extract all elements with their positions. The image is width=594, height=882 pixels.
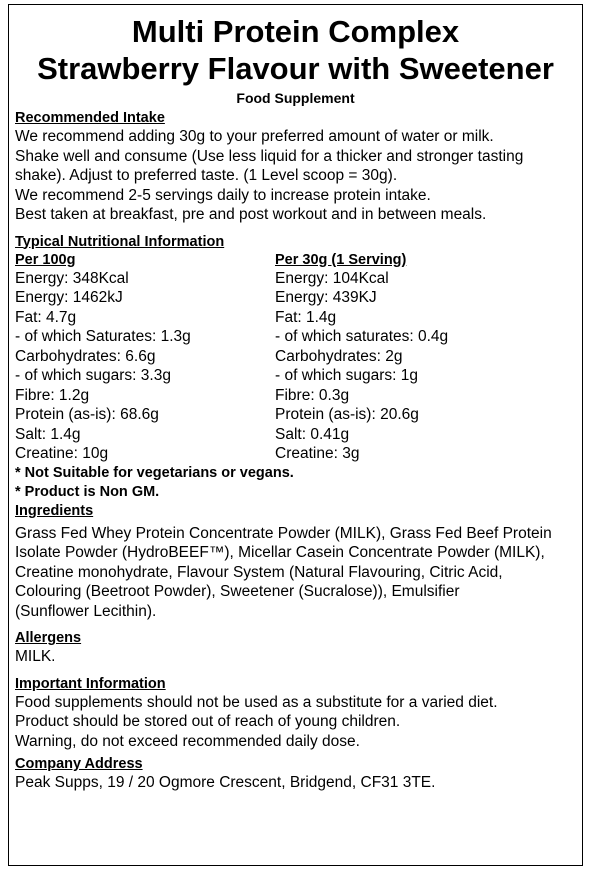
important-info-heading: Important Information xyxy=(15,675,166,692)
supplement-label xyxy=(8,4,583,866)
nutrition-row: Salt: 0.41g xyxy=(275,425,350,443)
intake-line: We recommend 2-5 servings daily to increase protein intake. xyxy=(15,186,431,204)
ingredients-heading: Ingredients xyxy=(15,502,94,519)
product-subtitle: Food Supplement xyxy=(236,90,355,106)
recommended-intake-heading: Recommended Intake xyxy=(15,110,165,126)
nutrition-row: Energy: 439KJ xyxy=(275,289,377,306)
intake-line: Shake well and consume (Use less liquid for a thicker and stronger tasting xyxy=(15,147,524,165)
ingredients-line: Isolate Powder (HydroBEEF™), Micellar Casein Concentrate Powder (MILK), xyxy=(15,544,545,561)
nutrition-row: Fat: 1.4g xyxy=(275,308,337,326)
nutrition-row: Creatine: 3g xyxy=(275,445,360,462)
ingredients-line: (Sunflower Lecithin). xyxy=(15,602,157,620)
nutrition-column-per-serving xyxy=(275,251,535,464)
ingredients-line: Colouring (Beetroot Powder), Sweetener (Sucralose)), Emulsifier xyxy=(15,583,460,600)
important-info-line: Warning, do not exceed recommended daily dose. xyxy=(15,732,360,750)
ingredients-line: Grass Fed Whey Protein Concentrate Powder (MILK), Grass Fed Beef Protein xyxy=(15,524,552,542)
product-title-line1: Multi Protein Complex xyxy=(131,14,460,49)
nutrition-row: Fat: 4.7g xyxy=(15,308,77,326)
nutrition-row: Protein (as-is): 20.6g xyxy=(275,406,419,423)
nutrition-row: Fibre: 1.2g xyxy=(15,386,90,404)
nutrition-row: Energy: 104Kcal xyxy=(275,269,389,287)
label-content xyxy=(9,107,582,793)
nutrition-table xyxy=(15,251,578,464)
nutrition-row: Protein (as-is): 68.6g xyxy=(15,406,159,423)
product-title-line2: Strawberry Flavour with Sweetener xyxy=(37,51,554,86)
nutrition-row: Fibre: 0.3g xyxy=(275,386,350,404)
important-info-line: Product should be stored out of reach of young children. xyxy=(15,713,401,730)
vegetarian-note: * Not Suitable for vegetarians or vegans. xyxy=(15,464,294,481)
nutrition-row: Carbohydrates: 2g xyxy=(275,347,403,365)
per-serving-header: Per 30g (1 Serving) xyxy=(275,251,407,268)
per-100g-header: Per 100g xyxy=(15,251,76,268)
nutrition-row: Energy: 348Kcal xyxy=(15,269,129,287)
company-address-heading: Company Address xyxy=(15,756,143,772)
intake-line: shake). Adjust to preferred taste. (1 Level scoop = 30g). xyxy=(15,167,398,184)
nutrition-row: Energy: 1462kJ xyxy=(15,289,123,306)
nutrition-row: - of which sugars: 1g xyxy=(275,367,419,384)
non-gm-note: * Product is Non GM. xyxy=(15,483,160,500)
nutrition-row: Carbohydrates: 6.6g xyxy=(15,347,156,365)
intake-line: Best taken at breakfast, pre and post workout and in between meals. xyxy=(15,206,487,223)
nutrition-row: - of which Saturates: 1.3g xyxy=(15,328,191,345)
nutrition-heading: Typical Nutritional Information xyxy=(15,233,225,250)
ingredients-text xyxy=(15,524,578,622)
ingredients-line: Creatine monohydrate, Flavour System (Natural Flavouring, Citric Acid, xyxy=(15,563,503,581)
nutrition-column-per-100g xyxy=(15,251,275,464)
company-address-text: Peak Supps, 19 / 20 Ogmore Crescent, Bridgend, CF31 3TE. xyxy=(15,774,436,791)
recommended-intake-text xyxy=(15,127,578,225)
nutrition-row: - of which saturates: 0.4g xyxy=(275,328,449,345)
nutrition-row: Salt: 1.4g xyxy=(15,425,81,443)
nutrition-row: Creatine: 10g xyxy=(15,445,109,462)
intake-line: We recommend adding 30g to your preferred amount of water or milk. xyxy=(15,128,494,145)
allergens-heading: Allergens xyxy=(15,630,82,646)
nutrition-row: - of which sugars: 3.3g xyxy=(15,367,171,384)
allergens-text: MILK. xyxy=(15,648,56,665)
important-info-line: Food supplements should not be used as a substitute for a varied diet. xyxy=(15,693,498,711)
